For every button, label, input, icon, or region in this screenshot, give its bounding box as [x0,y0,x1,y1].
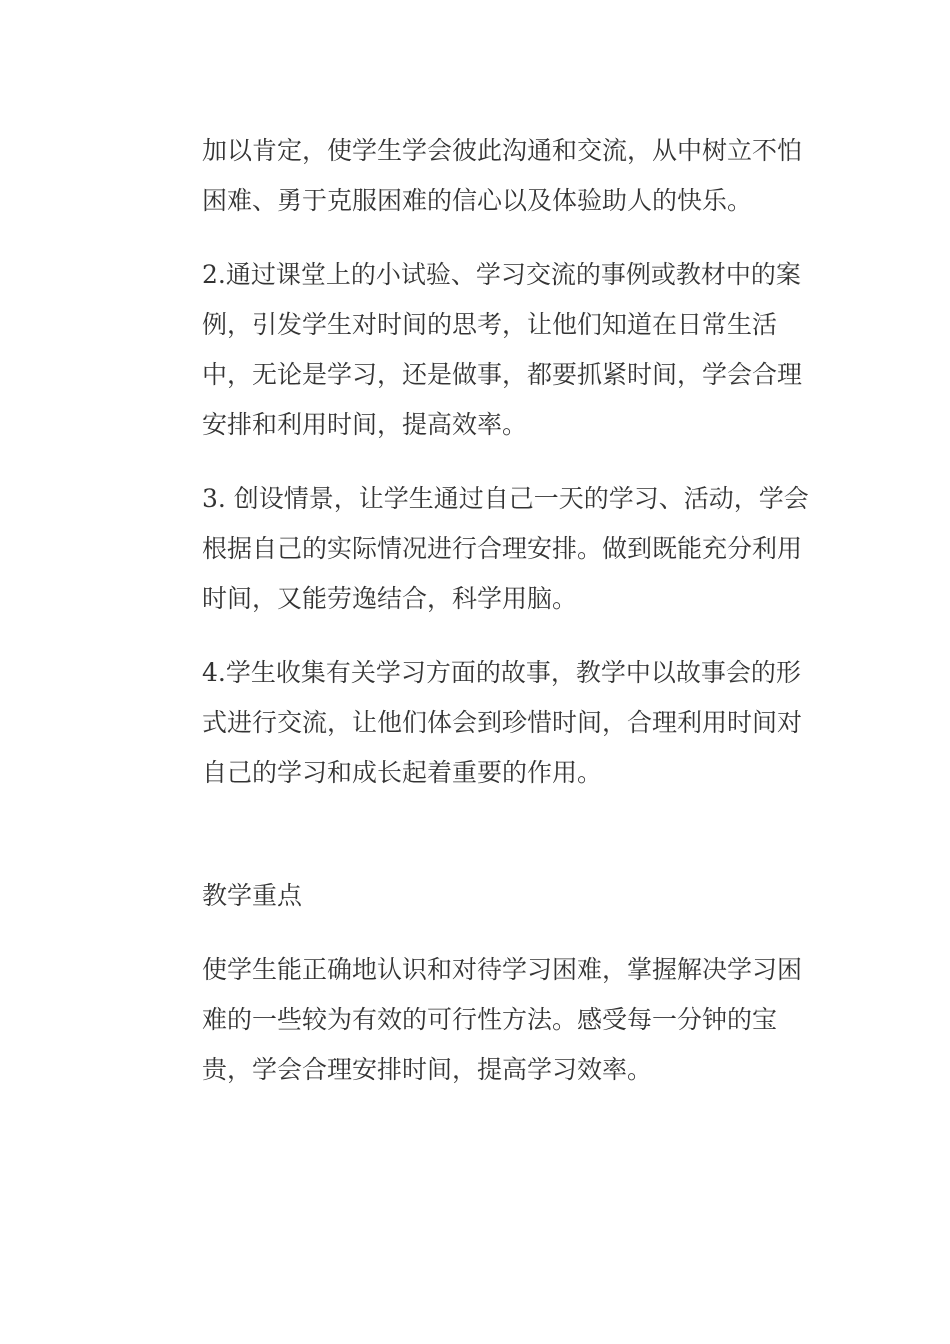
paragraph-continued: 加以肯定，使学生学会彼此沟通和交流，从中树立不怕困难、勇于克服困难的信心以及体验助人的快乐。 [202,136,803,215]
document-content [202,126,812,1119]
section-body: 使学生能正确地认识和对待学习困难，掌握解决学习困难的一些较为有效的可行性方法。感受每一分钟的宝贵，学会合理安排时间，提高学习效率。 [202,955,803,1084]
paragraph-item-4: 4.学生收集有关学习方面的故事，教学中以故事会的形式进行交流，让他们体会到珍惜时间，合理利用时间对自己的学习和成长起着重要的作用。 [202,658,803,787]
paragraph-item-3: 3. 创设情景，让学生通过自己一天的学习、活动，学会根据自己的实际情况进行合理安排。做到既能充分利用时间，又能劳逸结合，科学用脑。 [202,484,809,613]
section-heading: 教学重点 [202,881,303,910]
paragraph-item-2: 2.通过课堂上的小试验、学习交流的事例或教材中的案例，引发学生对时间的思考，让他们知道在日常生活中，无论是学习，还是做事，都要抓紧时间，学会合理安排和利用时间，提高效率。 [202,260,803,439]
